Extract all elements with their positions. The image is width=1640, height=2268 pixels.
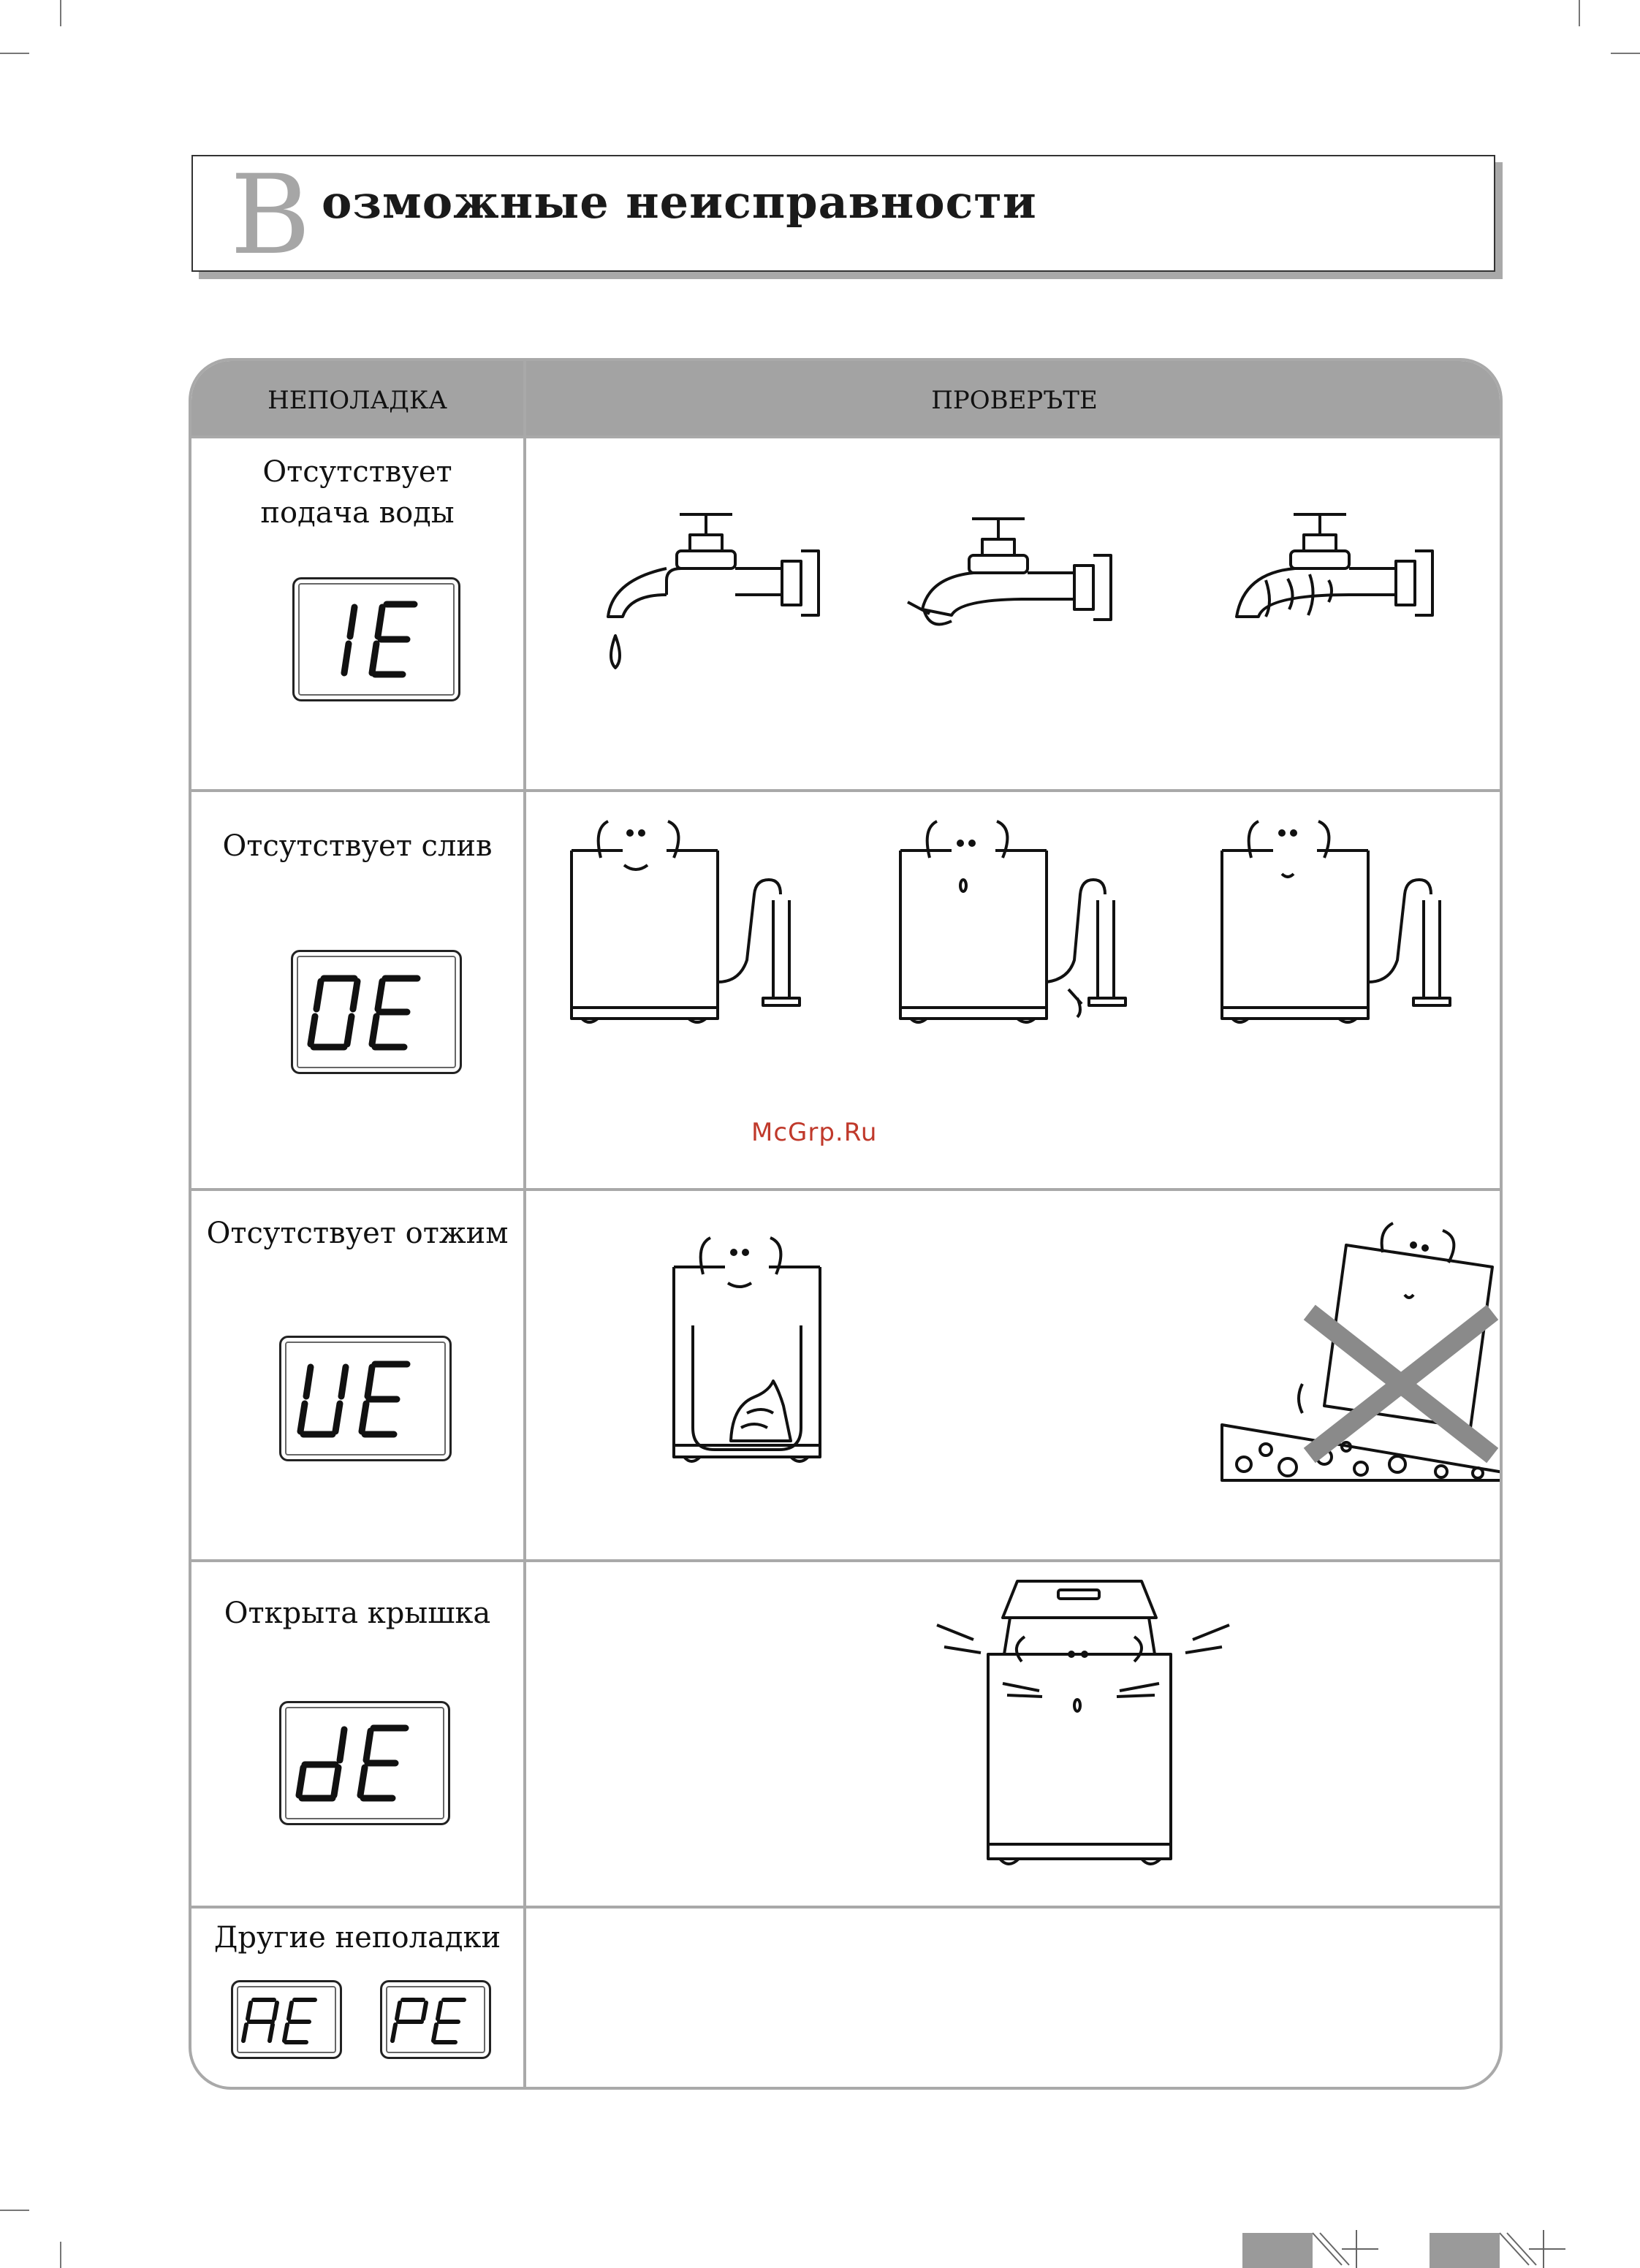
error-code-dE: [279, 1701, 450, 1825]
open-lid-drawing: [878, 1567, 1332, 1888]
column-divider: [523, 361, 526, 2087]
crop-mark: [0, 53, 29, 54]
row-divider: [191, 789, 1500, 792]
code-1E-digits: [295, 579, 458, 699]
tap-drawings: [586, 492, 1463, 712]
code-AE-digits: [233, 1982, 340, 2057]
error-code-UE: [279, 1336, 452, 1461]
table-header: [191, 361, 1500, 435]
code-UE-digits: [281, 1338, 449, 1459]
crop-mark: [60, 0, 61, 26]
row-divider: [191, 1559, 1500, 1562]
crop-mark: [1611, 53, 1640, 54]
watermark: McGrp.Ru: [751, 1118, 878, 1147]
code-0E-digits: [293, 952, 460, 1072]
open-lid-illustration: [878, 1567, 1332, 1888]
crop-mark: [1579, 0, 1580, 26]
washer-drain-drawings: [557, 807, 1492, 1070]
error-code-PE: [380, 1980, 491, 2059]
water-tap-illustrations: [586, 492, 1463, 712]
row-divider: [191, 435, 1500, 438]
row-divider: [191, 1906, 1500, 1909]
row-divider: [191, 1188, 1500, 1191]
problem-other: Другие неполадки: [213, 1921, 501, 1955]
problem-no-water: Отсутствует подача воды: [260, 455, 455, 530]
unbalanced-load-illustrations: [645, 1209, 1503, 1530]
problem-no-spin: Отсутствует отжим: [206, 1217, 509, 1250]
registration-mark: [1313, 2230, 1393, 2268]
troubleshooting-table: [189, 358, 1503, 2090]
spin-drawings: [645, 1209, 1503, 1530]
crop-mark: [60, 2242, 61, 2268]
header-check: ПРОВЕРЪТЕ: [931, 386, 1098, 415]
page-title: озможные неисправности: [322, 175, 1037, 229]
crop-mark: [0, 2210, 29, 2211]
error-code-0E: [291, 950, 462, 1074]
registration-bar: [1430, 2233, 1500, 2268]
code-PE-digits: [382, 1982, 489, 2057]
problem-lid-open: Открыта крышка: [224, 1597, 491, 1630]
header-problem: НЕПОЛАДКА: [267, 386, 447, 415]
registration-mark: [1500, 2230, 1580, 2268]
error-code-AE: [231, 1980, 342, 2059]
error-code-1E: [292, 577, 460, 701]
drain-hose-illustrations: [557, 807, 1492, 1070]
registration-bar: [1242, 2233, 1313, 2268]
title-initial: В: [229, 152, 311, 279]
problem-no-drain: Отсутствует слив: [222, 829, 493, 863]
code-dE-digits: [281, 1703, 448, 1823]
